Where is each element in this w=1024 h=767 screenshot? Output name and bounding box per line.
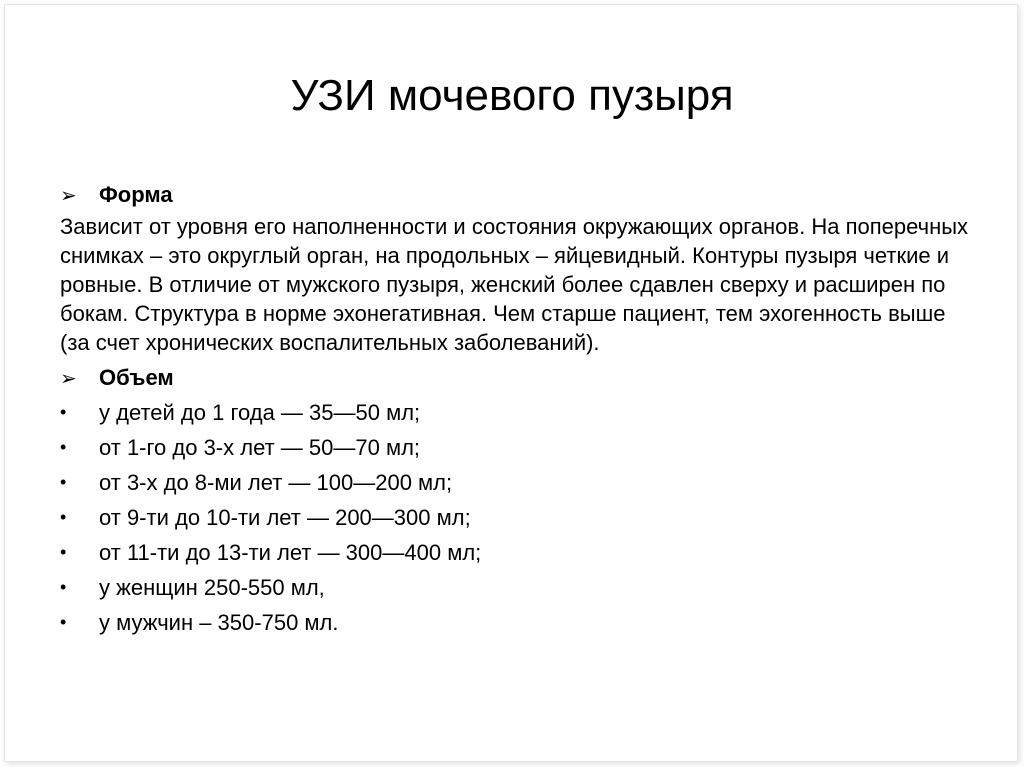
section-heading-label: Объем (99, 365, 174, 390)
section-heading-label: Форма (99, 182, 173, 207)
bullet-dot-icon: • (60, 507, 67, 527)
list-item-text: от 1-го до 3-х лет — 50—70 мл; (99, 434, 421, 460)
slide-title: УЗИ мочевого пузыря (290, 71, 734, 120)
section-heading-shape (60, 180, 980, 210)
list-item-text: от 3-х до 8-ми лет — 100—200 мл; (99, 469, 453, 495)
arrow-bullet-icon: ➢ (60, 367, 77, 390)
bullet-dot-icon: • (60, 612, 67, 632)
slide-content (60, 180, 980, 640)
list-item-text: у детей до 1 года — 35—50 мл; (99, 399, 421, 425)
volume-list (60, 395, 980, 640)
list-item (60, 430, 980, 465)
list-item (60, 570, 980, 605)
bullet-dot-icon: • (60, 542, 67, 562)
bullet-dot-icon: • (60, 437, 67, 457)
list-item-text: у женщин 250-550 мл, (99, 574, 325, 600)
list-item-text: от 11-ти до 13-ти лет — 300—400 мл; (99, 539, 482, 565)
list-item (60, 500, 980, 535)
section-heading-volume (60, 363, 980, 393)
shape-description: Зависит от уровня его наполненности и состояния окружающих органов. На поперечных снимках – это округлый орган, на продольных – яйцевидный. Контуры пузыря четкие и ровные. В отличие от мужского пузыря, женский более сдавлен сверху и расширен по бокам. Структура в норме эхонегативная. Чем старше пациент, тем эхогенность выше (за счет хронических воспалительных заболеваний). (60, 214, 969, 355)
list-item (60, 535, 980, 570)
bullet-dot-icon: • (60, 472, 67, 492)
list-item (60, 395, 980, 430)
bullet-dot-icon: • (60, 402, 67, 422)
arrow-bullet-icon: ➢ (60, 184, 77, 207)
bullet-dot-icon: • (60, 577, 67, 597)
list-item-text: у мужчин – 350-750 мл. (99, 609, 339, 635)
list-item-text: от 9-ти до 10-ти лет — 200—300 мл; (99, 504, 471, 530)
list-item (60, 465, 980, 500)
list-item (60, 605, 980, 640)
